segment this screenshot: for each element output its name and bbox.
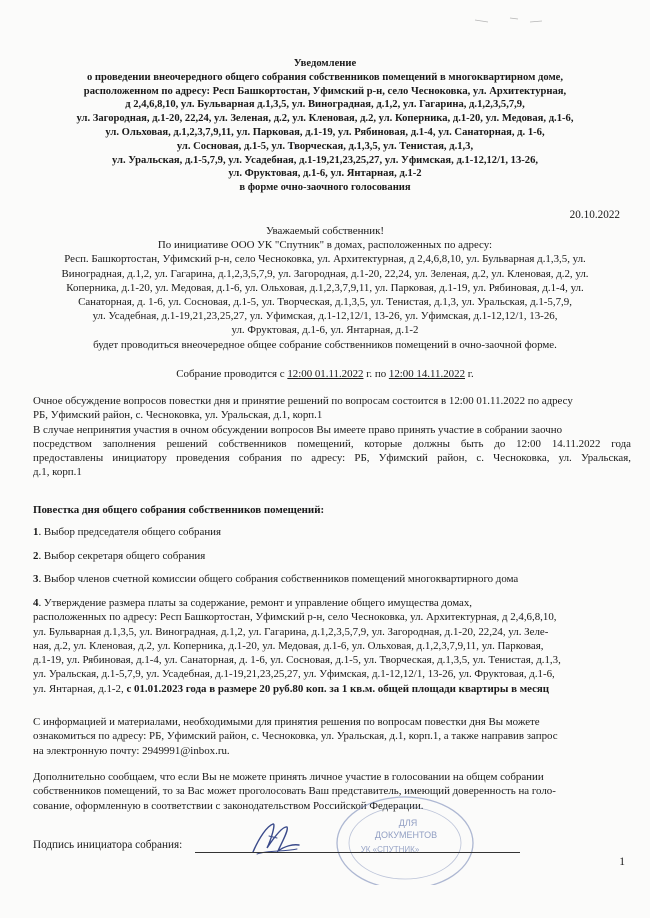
last-line-prefix: ул. Янтарная, д.1-2,: [33, 682, 127, 695]
stamp-line-3: УК «СПУТНИК»: [360, 845, 420, 854]
paragraph-line: [33, 682, 631, 696]
paragraph-line: предоставлены инициатору проведения собрания по адресу: РБ, Уфимский район, с. Чесноковка, ул. Уральская,: [33, 452, 631, 465]
greeting-line: Коперника, д.1-20, ул. Медовая, д.1-6, ул. Ольховая, д.1,2,3,7,9,11, ул. Парковая, д.1-19, ул. Рябиновая, д.1-4, ул.: [66, 281, 584, 294]
agenda-item-4: [33, 596, 631, 696]
title-line: о проведении внеочередного общего собрания собственников помещений в многоквартирном доме,: [86, 71, 564, 83]
paragraph-line: посредством заполнения решений собственников помещений, которые должны быть до 12:00 14.11.2022 года: [33, 437, 631, 450]
in-person-paragraph: [33, 394, 631, 480]
paragraph-line: ул. Уральская, д.1-5,7,9, ул. Усадебная, д.1-19,21,23,25,27, ул. Уфимская, д.1-12,12/1, 13-26, ул. Фруктовая, д.1-6,: [33, 668, 555, 681]
greeting-line: Уважаемый собственник!: [266, 225, 384, 237]
page-number: 1: [619, 856, 625, 868]
document-date: 20.10.2022: [569, 209, 620, 221]
paragraph-line: В случае непринятия участия в очном обсуждении вопросов Вы имеете право принять участие в собрании заочно: [33, 423, 563, 436]
initiator-signature: [245, 818, 305, 863]
paragraph-line: собственников помещений, то за Вас может проголосовать Ваш представитель, имеющий доверенность на голо-: [33, 785, 556, 798]
agenda-item-text: . Выбор секретаря общего собрания: [38, 550, 206, 562]
agenda-heading: Повестка дня общего собрания собственников помещений:: [33, 504, 325, 516]
title-line: расположенном по адресу: Респ Башкортостан, Уфимский р-н, село Чесноковка, ул. Архитектурная,: [83, 85, 567, 97]
agenda-item-number: 4: [33, 597, 39, 609]
paragraph-line: ная, д.2, ул. Кленовая, д.2, ул. Коперника, д.1-20, ул. Медовая, д.1-6, ул. Ольховая, д.1,2,3,7,9,11, ул. Парковая,: [33, 639, 544, 652]
meeting-period: [22, 368, 628, 380]
stamp-line-2: ДОКУМЕНТОВ: [374, 830, 438, 840]
title-line: ул. Фруктовая, д.1-6, ул. Янтарная, д.1-2: [228, 168, 422, 180]
agenda-item-text: . Выбор членов счетной комиссии общего собрания собственников помещений многоквартирного дома: [38, 573, 519, 585]
stamp-line-1: ДЛЯ: [398, 818, 418, 828]
stamp-seal: [330, 795, 475, 885]
agenda-item: [33, 526, 221, 538]
paragraph-line: на электронную почту: 2949991@inbox.ru.: [33, 744, 230, 757]
scan-artifact: [470, 10, 550, 30]
paragraph-line: С информацией и материалами, необходимыми для принятия решения по вопросам повестки дня Вы можете: [33, 716, 540, 728]
paragraph-line: д.1-19, ул. Рябиновая, д.1-4, ул. Санаторная, д. 1-6, ул. Сосновая, д.1-5, ул. Творческая, д.1,3,5, ул. Тенистая, д.1,3,: [33, 654, 561, 667]
greeting-line: будет проводиться внеочередное общее собрание собственников помещений в очно-заочной форме.: [93, 338, 557, 351]
period-suffix: г.: [465, 368, 474, 380]
greeting-line: По инициативе ООО УК "Спутник" в домах, расположенных по адресу:: [157, 239, 493, 252]
greeting-line: Виноградная, д.1,2, ул. Гагарина, д.1,2,3,5,7,9, ул. Загородная, д.1-20, 22,24, ул. Зеленая, д.2, ул. Кленовая, д.2, ул.: [61, 267, 589, 280]
title-line: в форме очно-заочного голосования: [239, 182, 411, 194]
paragraph-line: Дополнительно сообщаем, что если Вы не можете принять личное участие в голосовании на общем собрании: [33, 771, 544, 783]
paragraph-line: Очное обсуждение вопросов повестки дня и принятие решений по вопросам состоится в 12:00 01.11.2022 по адресу: [33, 395, 573, 407]
period-prefix: Собрание проводится с: [176, 368, 288, 380]
greeting-line: ул. Усадебная, д.1-19,21,23,25,27, ул. Уфимская, д.1-12,12/1, 13-26, ул. Уфимская, д.1-12,12/1, 13-26,: [92, 310, 558, 323]
period-end: 12:00 14.11.2022: [388, 368, 466, 380]
paragraph-line: расположенных по адресу: Респ Башкортостан, Уфимский р-н, село Чесноковка, ул. Архитектурная, д 2,4,6,8,10,: [33, 611, 557, 624]
title-line: д 2,4,6,8,10, ул. Бульварная д.1,3,5, ул. Виноградная, д.1,2, ул. Гагарина, д.1,2,3,5,7,9,: [125, 99, 525, 111]
paragraph-line: РБ, Уфимский район, с. Чесноковка, ул. Уральская, д.1, корп.1: [33, 409, 323, 422]
title-line: ул. Сосновая, д.1-5, ул. Творческая, д.1,3,5, ул. Тенистая, д.1,3,: [176, 140, 474, 152]
greeting-line: Респ. Башкортостан, Уфимский р-н, село Чесноковка, ул. Архитектурная, д 2,4,6,8,10, ул. Бульварная д.1,3,5, ул.: [64, 253, 586, 266]
info-paragraph: [33, 715, 631, 758]
title-line: Уведомление: [293, 58, 357, 69]
paragraph-line: сование, оформленную в соответствии с законодательством Российской Федерации.: [33, 799, 424, 812]
title-line: ул. Ольховая, д.1,2,3,7,9,11, ул. Парковая, д.1-19, ул. Рябиновая, д.1-4, ул. Санаторная, д. 1-6,: [105, 126, 545, 138]
agenda-item-number: 2: [33, 550, 39, 562]
period-start: 12:00 01.11.2022: [287, 368, 364, 380]
agenda-item-text: . Выбор председателя общего собрания: [38, 526, 221, 538]
period-middle: г. по: [363, 368, 389, 380]
fee-amount: с 01.01.2023 года в размере 20 руб.80 коп. за 1 кв.м. общей площади квартиры в месяц: [126, 682, 550, 695]
title-line: ул. Загородная, д.1-20, 22,24, ул. Зеленая, д.2, ул. Кленовая, д.2, ул. Коперника, д.1-20, ул. Медовая, д.1-6,: [76, 113, 574, 125]
greeting-line: Санаторная, д. 1-6, ул. Сосновая, д.1-5, ул. Творческая, д.1,3,5, ул. Тенистая, д.1,3, ул. Уральская, д.1-5,7,9,: [78, 296, 572, 309]
greeting-block: [22, 224, 628, 352]
title-line: ул. Уральская, д.1-5,7,9, ул. Усадебная, д.1-19,21,23,25,27, ул. Уфимская, д.1-12,12/1, 13-26,: [111, 154, 539, 166]
greeting-line: ул. Фруктовая, д.1-6, ул. Янтарная, д.1-2: [231, 324, 419, 337]
agenda-item-number: 3: [33, 573, 39, 585]
agenda-item: [33, 573, 518, 585]
signature-line: [195, 852, 520, 853]
notice-title-block: [22, 57, 628, 195]
agenda-item-text: . Утверждение размера платы за содержание, ремонт и управление общего имущества домах,: [38, 597, 473, 609]
paragraph-line: [33, 596, 631, 610]
signature-label: Подпись инициатора собрания:: [33, 839, 183, 851]
paragraph-line: ознакомиться по адресу: РБ, Уфимский район, с. Чесноковка, ул. Уральская, д.1, корп.1, а также направив запрос: [33, 730, 558, 743]
agenda-item: [33, 550, 205, 562]
agenda-item-number: 1: [33, 526, 39, 538]
paragraph-line: ул. Бульварная д.1,3,5, ул. Виноградная, д.1,2, ул. Гагарина, д.1,2,3,5,7,9, ул. Загородная, д.1-20, 22,24, ул. Зеле-: [33, 625, 549, 638]
paragraph-line: д.1, корп.1: [33, 466, 82, 479]
